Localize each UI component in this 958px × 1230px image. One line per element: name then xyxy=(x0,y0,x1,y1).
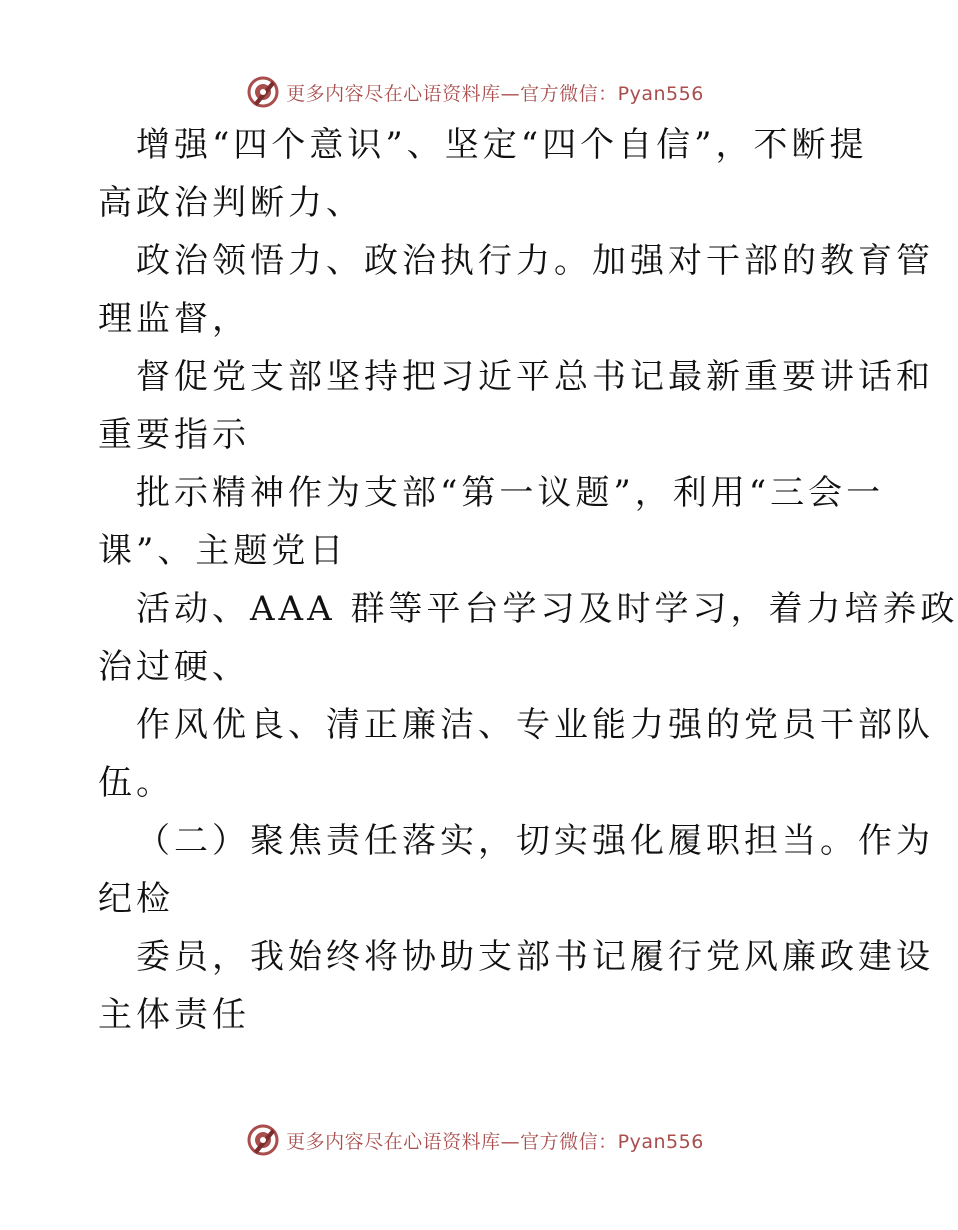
text-line: 课”、主题党日 xyxy=(98,531,348,571)
banner-text: 更多内容尽在心语资料库—官方微信：Pyan556 xyxy=(286,1130,704,1153)
text-line: 作风优良、清正廉洁、专业能力强的党员干部队 xyxy=(136,705,934,745)
header-banner xyxy=(0,72,950,112)
text-line: 主体责任 xyxy=(98,995,250,1035)
text-line: （二）聚焦责任落实，切实强化履职担当。作为 xyxy=(136,821,934,861)
text-line: 督促党支部坚持把习近平总书记最新重要讲话和 xyxy=(136,357,934,397)
text-line: 活动、AAA 群等平台学习及时学习，着力培养政 xyxy=(136,589,958,629)
text-line: 伍。 xyxy=(98,763,174,803)
quill-pen-seal-icon xyxy=(246,1123,280,1157)
document-body xyxy=(98,116,958,1044)
text-line: 理监督， xyxy=(98,299,250,339)
text-line: 高政治判断力、 xyxy=(98,183,364,223)
footer-banner xyxy=(0,1120,950,1160)
text-line: 增强“四个意识”、坚定“四个自信”，不断提 xyxy=(136,125,868,165)
quill-pen-seal-icon xyxy=(246,75,280,109)
text-line: 重要指示 xyxy=(98,415,250,455)
banner-text: 更多内容尽在心语资料库—官方微信：Pyan556 xyxy=(286,82,704,105)
text-line: 委员，我始终将协助支部书记履行党风廉政建设 xyxy=(136,937,934,977)
text-line: 纪检 xyxy=(98,879,174,919)
text-line: 治过硬、 xyxy=(98,647,250,687)
text-line: 政治领悟力、政治执行力。加强对干部的教育管 xyxy=(136,241,934,281)
text-line: 批示精神作为支部“第一议题”，利用“三会一 xyxy=(136,473,885,513)
